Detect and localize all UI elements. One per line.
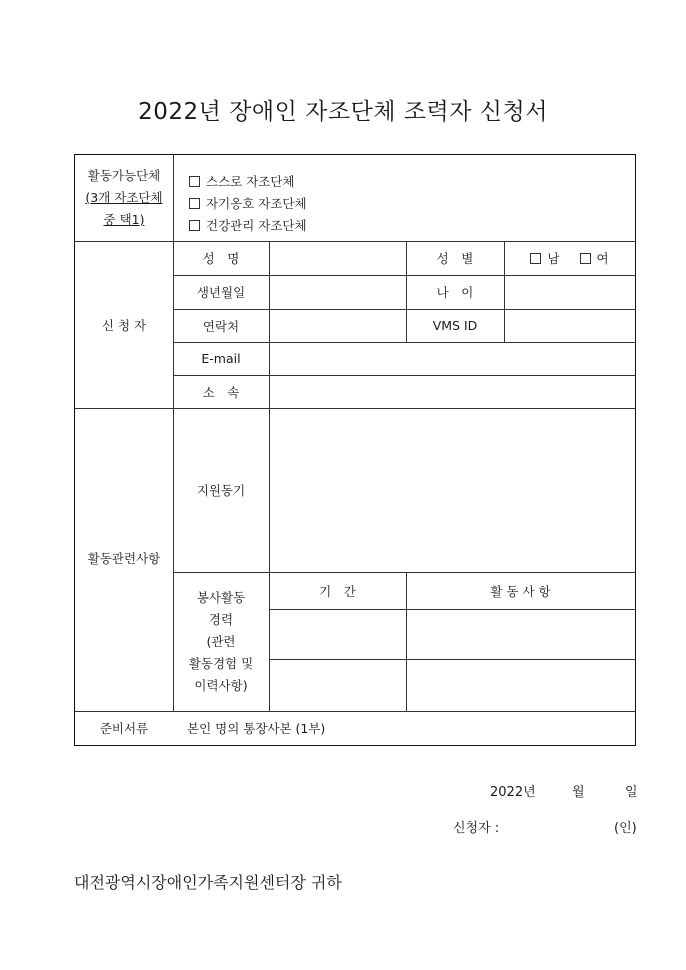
- application-form: [74, 154, 636, 746]
- group-label-line1: 활동가능단체: [87, 168, 161, 183]
- gender-options: [504, 241, 635, 275]
- group-label: [75, 155, 173, 241]
- birth-label: 생년월일: [196, 285, 246, 300]
- activity-section-label: 활동관련사항: [87, 551, 161, 566]
- vms-field[interactable]: [504, 309, 635, 342]
- period-field-2[interactable]: [269, 659, 406, 711]
- career-label-line: 경력: [208, 611, 234, 627]
- affiliation-label: 소 속: [202, 384, 240, 400]
- group-option-1[interactable]: 스스로 자조단체: [189, 171, 307, 193]
- activity-section-label-wrap: [75, 408, 173, 711]
- checkbox-icon[interactable]: [189, 176, 200, 187]
- date-day: 일: [625, 785, 638, 800]
- contact-field[interactable]: [269, 309, 406, 342]
- vms-label: VMS ID: [432, 318, 478, 333]
- documents-label: 준비서류: [99, 721, 149, 736]
- name-label: 성 명: [202, 251, 240, 266]
- checkbox-icon[interactable]: [580, 253, 591, 264]
- contact-label: 연락처: [202, 318, 240, 334]
- checkbox-icon[interactable]: [189, 220, 200, 231]
- email-field[interactable]: [269, 342, 635, 375]
- gender-label: 성 별: [436, 251, 474, 266]
- gender-female-option[interactable]: 여: [580, 249, 609, 267]
- signature-label: 신청자 :: [453, 821, 500, 836]
- date-year: 2022년: [490, 785, 536, 800]
- applicant-section-label: 신 청 자: [101, 317, 147, 333]
- activity-header: 활 동 사 항: [490, 583, 551, 599]
- career-label: [173, 572, 269, 711]
- career-label-line: 활동경험 및: [188, 655, 254, 671]
- career-label-line: 이력사항): [194, 677, 248, 693]
- checkbox-icon[interactable]: [189, 198, 200, 209]
- page-title: 2022년 장애인 자조단체 조력자 신청서: [138, 99, 548, 125]
- activity-field-1[interactable]: [406, 609, 635, 659]
- date-month: 월: [572, 785, 585, 800]
- group-option-3[interactable]: 건강관리 자조단체: [189, 215, 307, 237]
- signature-seal: (인): [614, 821, 637, 836]
- career-label-line: 봉사활동: [196, 589, 246, 605]
- age-label: 나 이: [436, 285, 474, 300]
- affiliation-field[interactable]: [269, 375, 635, 408]
- gender-male-option[interactable]: 남: [530, 249, 559, 267]
- group-options: [189, 171, 307, 237]
- group-option-2[interactable]: 자기옹호 자조단체: [189, 193, 307, 215]
- career-label-line: (관련: [206, 633, 236, 649]
- name-field[interactable]: [269, 241, 406, 275]
- period-header: 기 간: [319, 583, 356, 599]
- birth-field[interactable]: [269, 275, 406, 309]
- age-field[interactable]: [504, 275, 635, 309]
- recipient: 대전광역시장애인가족지원센터장 귀하: [74, 873, 342, 892]
- group-label-line3: 중 택1): [103, 212, 145, 227]
- email-label: E-mail: [201, 351, 241, 366]
- motive-label: 지원동기: [196, 483, 246, 498]
- documents-value: 본인 명의 통장사본 (1부): [187, 721, 326, 736]
- group-label-line2: (3개 자조단체: [85, 190, 163, 205]
- motive-field[interactable]: [269, 408, 635, 572]
- period-field-1[interactable]: [269, 609, 406, 659]
- checkbox-icon[interactable]: [530, 253, 541, 264]
- activity-field-2[interactable]: [406, 659, 635, 711]
